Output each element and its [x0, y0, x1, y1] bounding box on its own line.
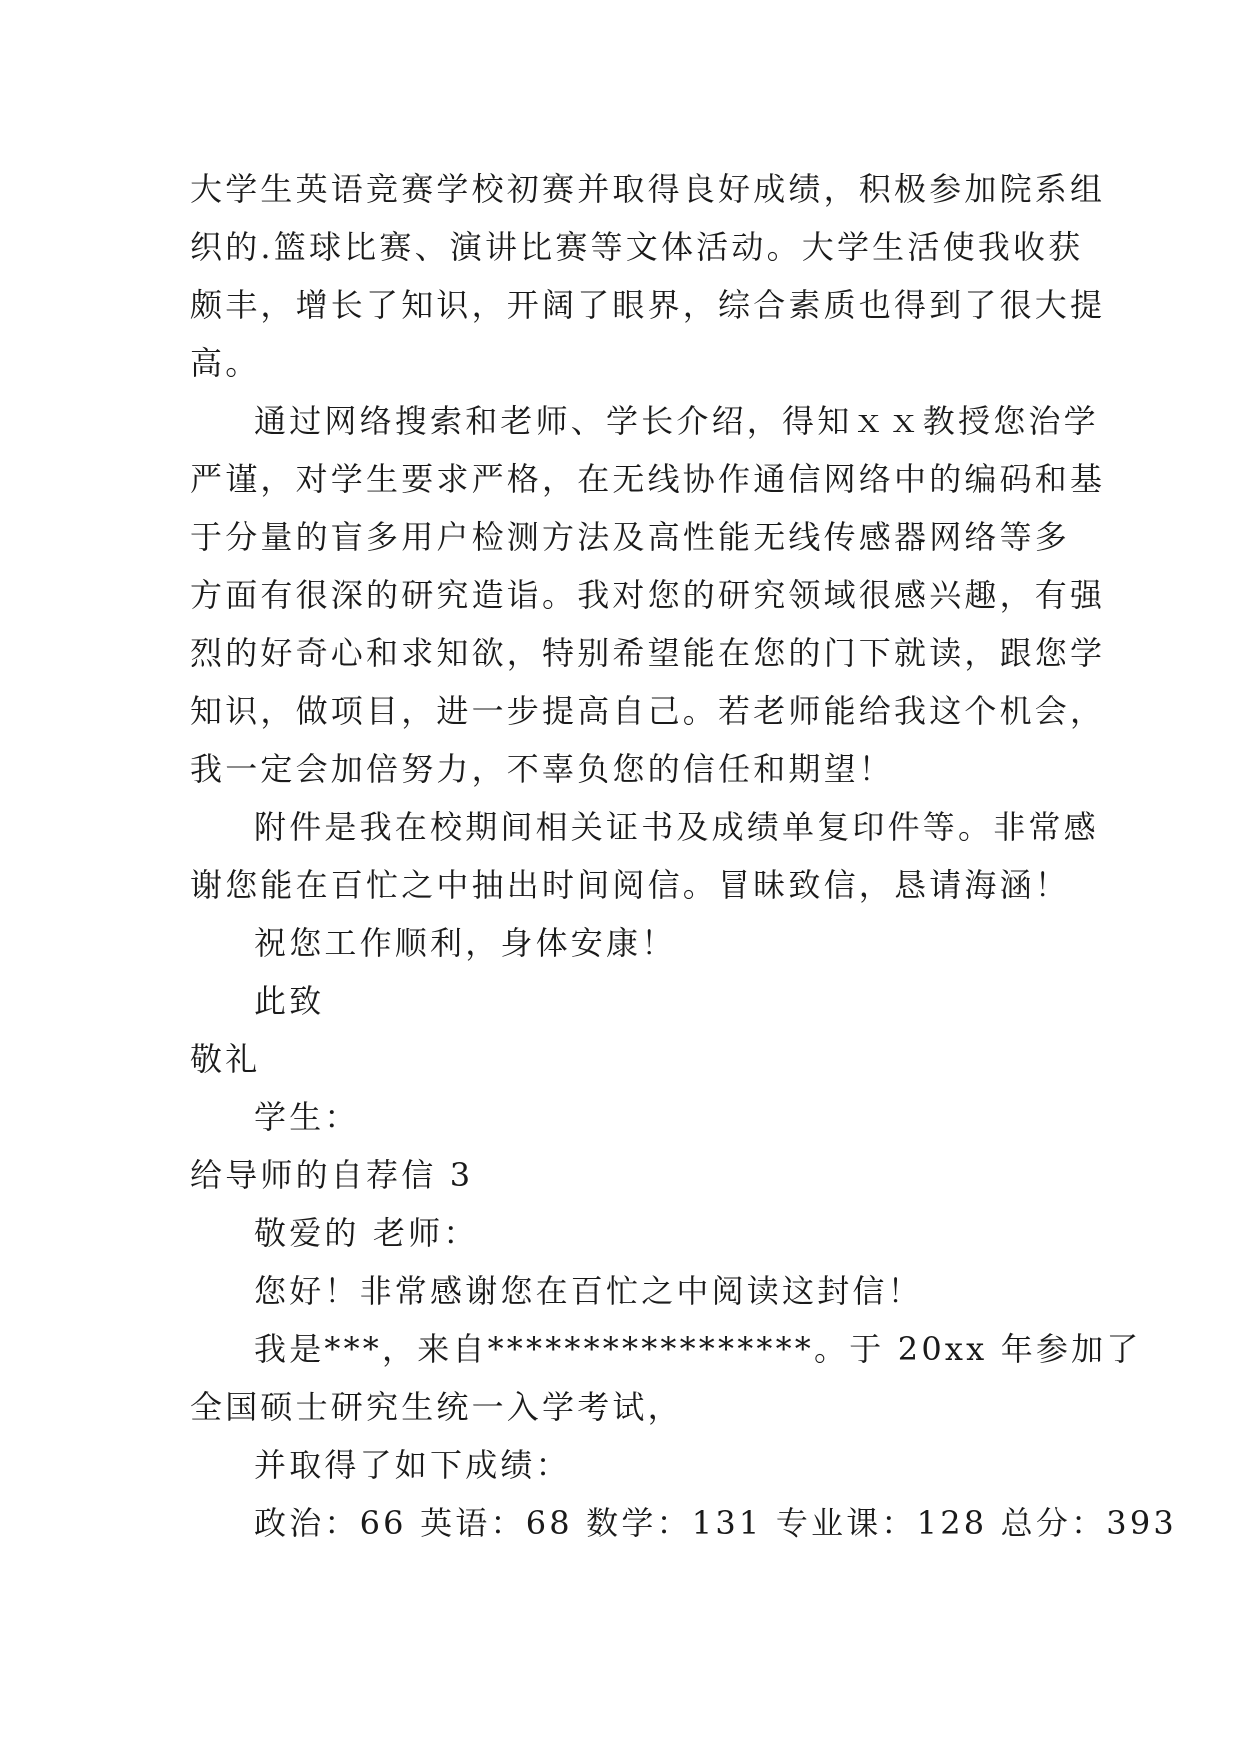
paragraph-start-line: 并取得了如下成绩：: [254, 1446, 571, 1484]
text-line: 颇丰，增长了知识，开阔了眼界，综合素质也得到了很大提: [190, 286, 1106, 324]
scores-line: 政治：66 英语：68 数学：131 专业课：128 总分：393: [254, 1504, 1177, 1542]
paragraph-start-line: 我是***，来自*****************。于 20xx 年参加了: [254, 1330, 1142, 1368]
text-line: 于分量的盲多用户检测方法及高性能无线传感器网络等多: [190, 518, 1071, 556]
text-line: 我一定会加倍努力，不辜负您的信任和期望！: [190, 750, 895, 788]
text-line: 烈的好奇心和求知欲，特别希望能在您的门下就读，跟您学: [190, 634, 1106, 672]
document-page: [190, 160, 1177, 1552]
section-heading: 给导师的自荐信 3: [190, 1156, 474, 1194]
letter-greeting: 敬爱的 老师：: [254, 1214, 479, 1252]
signature-student: 学生：: [254, 1098, 360, 1136]
text-line: 知识，做项目，进一步提高自己。若老师能给我这个机会，: [190, 692, 1106, 730]
text-line: 高。: [190, 344, 261, 382]
paragraph-start-line: 通过网络搜索和老师、学长介绍，得知ｘｘ教授您治学: [254, 402, 1099, 440]
text-line: 大学生英语竞赛学校初赛并取得良好成绩，积极参加院系组: [190, 170, 1106, 208]
salutation-cizhi: 此致: [254, 982, 325, 1020]
closing-wish: 祝您工作顺利，身体安康！: [254, 924, 677, 962]
paragraph-start-line: 您好！非常感谢您在百忙之中阅读这封信！: [254, 1272, 923, 1310]
text-line: 谢您能在百忙之中抽出时间阅信。冒昧致信，恳请海涵！: [190, 866, 1071, 904]
paragraph-start-line: 附件是我在校期间相关证书及成绩单复印件等。非常感: [254, 808, 1099, 846]
salutation-jingli: 敬礼: [190, 1040, 261, 1078]
text-line: 织的.篮球比赛、演讲比赛等文体活动。大学生活使我收获: [190, 228, 1084, 266]
text-line: 严谨，对学生要求严格，在无线协作通信网络中的编码和基: [190, 460, 1106, 498]
text-line: 全国硕士研究生统一入学考试，: [190, 1388, 683, 1426]
text-line: 方面有很深的研究造诣。我对您的研究领域很感兴趣，有强: [190, 576, 1106, 614]
